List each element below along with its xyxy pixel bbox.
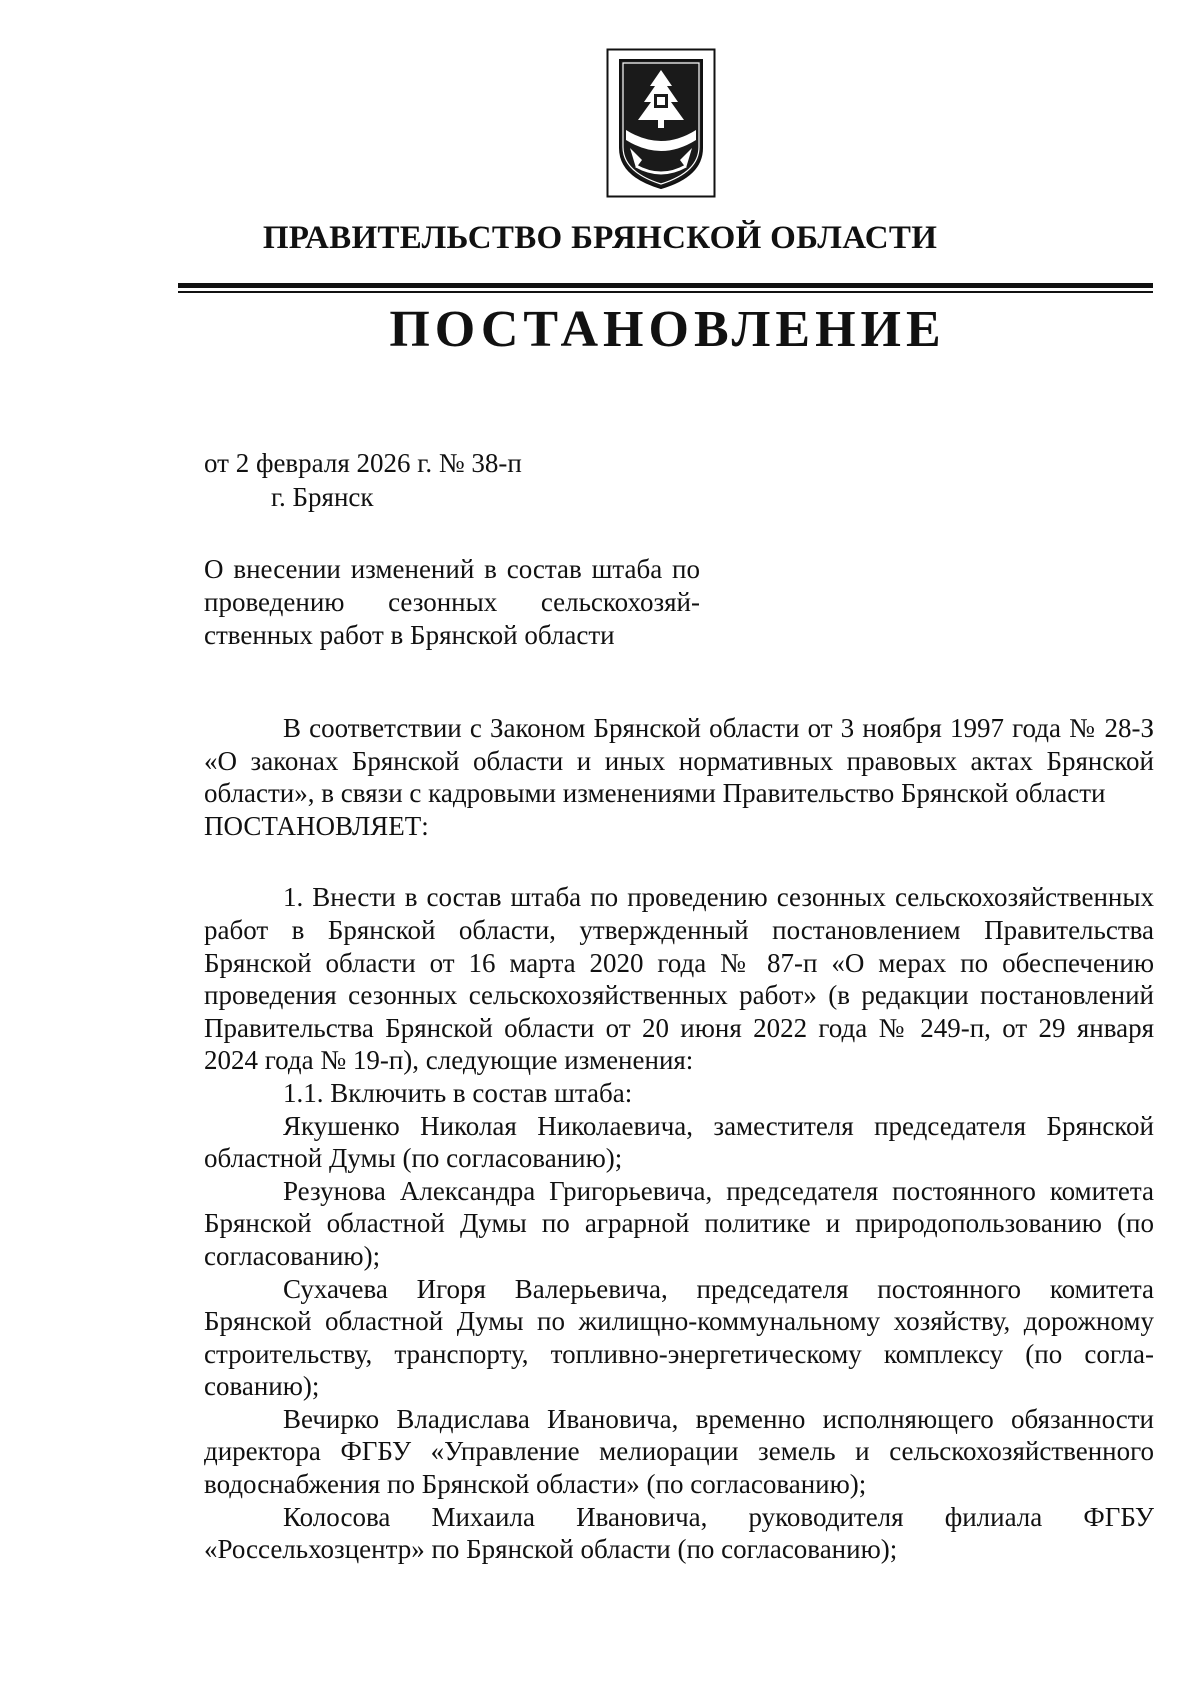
organization-title: ПРАВИТЕЛЬСТВО БРЯНСКОЙ ОБЛАСТИ: [262, 220, 938, 256]
item-1-1-paragraph: 1.1. Включить в состав штаба:: [283, 1077, 633, 1108]
member-paragraph: Вечирко Владислава Ивановича, временно исполняющего обязанности директора ФГБУ «Управление мелиорации земель и сельскохозяйственного водоснабжения по Брянской области» (по согласованию);: [204, 1403, 1154, 1500]
member-paragraph: Колосова Михаила Ивановича, руководителя филиала ФГБУ «Россельхозцентр» по Брянской области (по согласованию);: [204, 1501, 1154, 1565]
document-date-number: от 2 февраля 2026 г. № 38-п: [204, 448, 522, 478]
member-paragraph: Сухачева Игоря Валерьевича, председателя постоянного комитета Брянской областной Думы по жилищно-коммунальному хозяйству, дорожному строительству, транспорту, топливно-энергетическому комплексу (по согласованию);: [204, 1273, 1154, 1402]
document-type-title: ПОСТАНОВЛЕНИЕ: [389, 301, 946, 358]
item-1-paragraph: 1. Внести в состав штаба по проведению сезонных сельскохозяйственных работ в Брянской области, утвержденный постановлением Правительства Брянской области от 16 марта 2020 года № 87-п «О мерах по обеспечению проведения сезонных сельскохозяйственных работ» (в редакции постановлений Правительства Брянской области от 20 июня 2022 года № 249-п, от 29 января 2024 года № 19-п), следующие изменения:: [204, 882, 1154, 1076]
document-city: г. Брянск: [271, 482, 374, 512]
bryansk-region-coat-of-arms-icon: [606, 48, 716, 198]
preamble-paragraph: В соответствии с Законом Брянской области от 3 ноября 1997 года № 28-З «О законах Брянской области и иных нормативных правовых актах Брянской области», в связи с кадровыми изменениями Правительство Брянской области: [204, 713, 1154, 809]
resolves-word: ПОСТАНОВЛЯЕТ:: [204, 810, 429, 841]
member-paragraph: Резунова Александра Григорьевича, председателя постоянного комитета Брянской областной Думы по аграрной политике и природопользованию (по согласованию);: [204, 1175, 1154, 1271]
header-rule-thick: [178, 283, 1153, 288]
document-subject: О внесении изменений в состав штаба по проведению сезонных сельскохозяйственных работ в Брянской области: [204, 554, 700, 650]
header-rule-thin: [178, 291, 1153, 293]
document-body: [204, 712, 1154, 1566]
member-paragraph: Якушенко Николая Николаевича, заместителя председателя Брянской областной Думы (по согласованию);: [204, 1110, 1154, 1174]
